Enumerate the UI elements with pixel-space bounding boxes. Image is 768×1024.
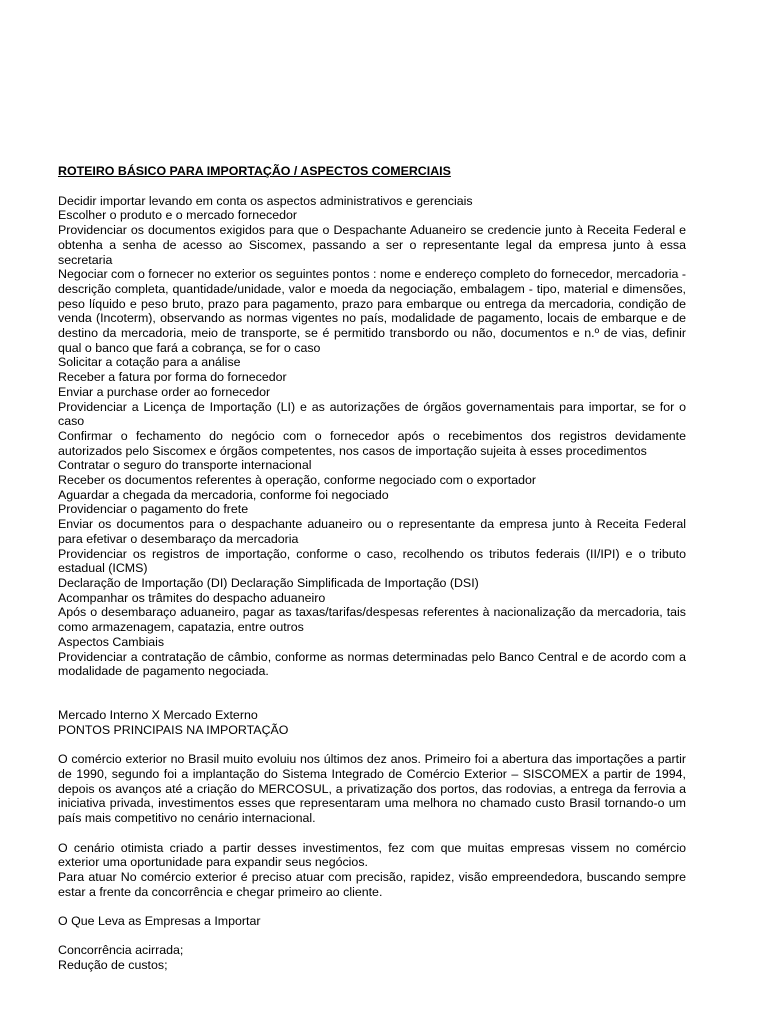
step-item: Confirmar o fechamento do negócio com o fornecedor após o recebimentos dos registros devidamente autorizados pelo Siscomex e órgãos competentes, nos casos de importação sujeita à esses procedimentos	[58, 428, 686, 458]
body-paragraph: Para atuar No comércio exterior é preciso atuar com precisão, rapidez, visão empreendedora, buscando sempre estar a frente da concorrência e chegar primeiro ao cliente.	[58, 869, 686, 899]
step-item: Aguardar a chegada da mercadoria, conforme foi negociado	[58, 487, 389, 502]
step-item: Providenciar os documentos exigidos para que o Despachante Aduaneiro se credencie junto à Receita Federal e obtenha a senha de acesso ao Siscomex, passando a ser o representante legal da empresa junto à essa secretaria	[58, 223, 686, 267]
section-heading: Mercado Interno X Mercado Externo	[58, 708, 258, 723]
section-subheading: PONTOS PRINCIPAIS NA IMPORTAÇÃO	[58, 722, 289, 737]
step-item: Decidir importar levando em conta os aspectos administrativos e gerenciais	[58, 193, 473, 208]
blank-line	[58, 694, 686, 709]
step-item: Acompanhar os trâmites do despacho aduaneiro	[58, 590, 326, 605]
step-item: Aspectos Cambiais	[58, 634, 165, 649]
document-title: ROTEIRO BÁSICO PARA IMPORTAÇÃO / ASPECTOS COMERCIAIS	[58, 164, 451, 178]
reason-item: Concorrência acirrada;	[58, 943, 184, 958]
step-item: Receber os documentos referentes à operação, conforme negociado com o exportador	[58, 473, 537, 488]
step-item: Contratar o seguro do transporte internacional	[58, 458, 312, 473]
body-paragraph: O comércio exterior no Brasil muito evoluiu nos últimos dez anos. Primeiro foi a abertura das importações a partir de 1990, segundo foi a implantação do Sistema Integrado de Comércio Exterior – SISCOMEX a partir de 1994, depois os avanços até a criação do MERCOSUL, a privatização dos portos, das rodovias, a entrega da ferrovia a iniciativa privada, investimentos esses que representaram uma melhora no chamado custo Brasil tornando-o um país mais competitivo no cenário internacional.	[58, 752, 686, 826]
blank-line	[58, 738, 686, 753]
reason-item: Redução de custos;	[58, 958, 168, 973]
blank-line	[58, 826, 686, 841]
step-item: Enviar os documentos para o despachante aduaneiro ou o representante da empresa junto à Receita Federal para efetivar o desembaraço da mercadoria	[58, 517, 686, 546]
blank-line	[58, 679, 686, 694]
step-item: Após o desembaraço aduaneiro, pagar as taxas/tarifas/despesas referentes à nacionalização da mercadoria, tais como armazenagem, capatazia, entre outros	[58, 605, 686, 635]
step-item: Negociar com o fornecer no exterior os seguintes pontos : nome e endereço completo do fornecedor, mercadoria - descrição completa, quantidade/unidade, valor e moeda da negociação, embalagem - tipo, material e dimensões, peso líquido e peso bruto, prazo para pagamento, prazo para embarque ou entrega da mercadoria, condição de venda (Incoterm), observando as normas vigentes no país, modalidade de pagamento, locais de embarque e de destino da mercadoria, meio de transporte, se é permitido transbordo ou não, documentos e n.º de vias, definir qual o banco que fará a cobrança, se for o caso	[58, 267, 686, 355]
step-item: Enviar a purchase order ao fornecedor	[58, 384, 271, 399]
blank-line	[58, 929, 686, 944]
step-item: Providenciar a contratação de câmbio, conforme as normas determinadas pelo Banco Central e de acordo com a modalidade de pagamento negociada.	[58, 649, 686, 679]
body-paragraph: O cenário otimista criado a partir desses investimentos, fez com que muitas empresas vissem no comércio exterior uma oportunidade para expandir seus negócios.	[58, 840, 686, 870]
document-page	[58, 164, 686, 973]
blank-line	[58, 899, 686, 914]
step-item: Providenciar o pagamento do frete	[58, 502, 249, 517]
step-item: Receber a fatura por forma do fornecedor	[58, 370, 287, 385]
step-item: Providenciar a Licença de Importação (LI) e as autorizações de órgãos governamentais para importar, se for o caso	[58, 399, 686, 429]
section-heading: O Que Leva as Empresas a Importar	[58, 914, 261, 929]
step-item: Providenciar os registros de importação, conforme o caso, recolhendo os tributos federais (II/IPI) e o tributo estadual (ICMS)	[58, 546, 686, 576]
step-item: Escolher o produto e o mercado fornecedor	[58, 208, 298, 223]
step-item: Solicitar a cotação para a análise	[58, 355, 241, 370]
step-item: Declaração de Importação (DI) Declaração Simplificada de Importação (DSI)	[58, 575, 479, 590]
